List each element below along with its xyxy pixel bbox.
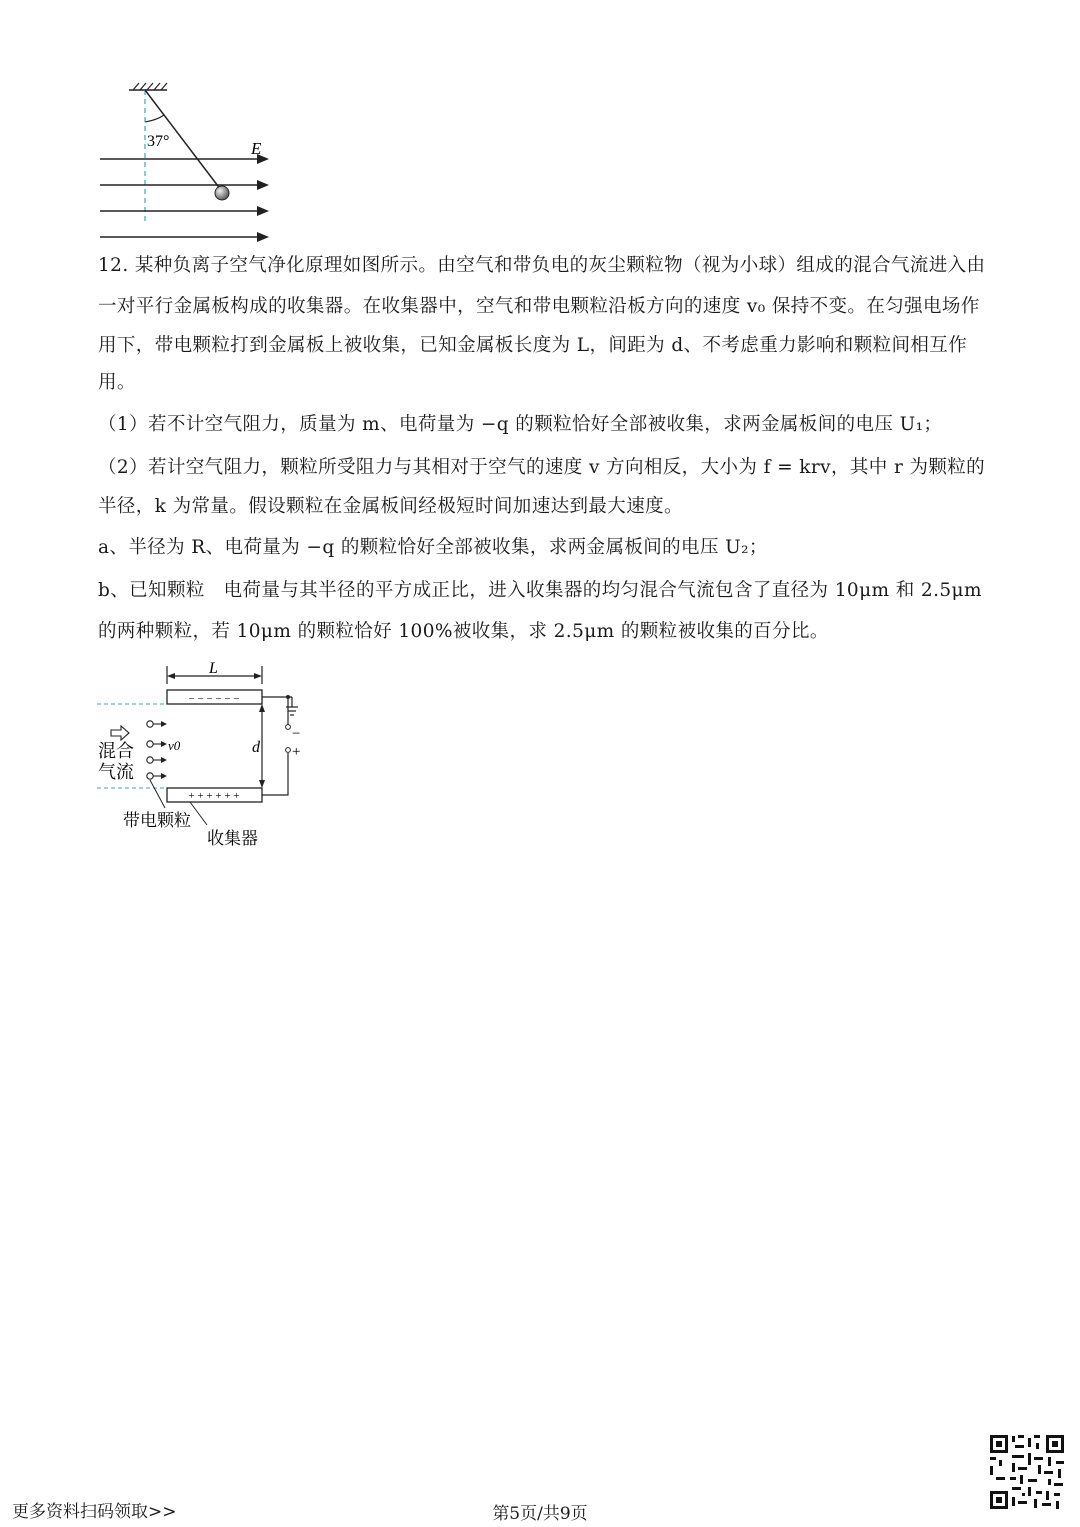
problem-intro-line-4: 用。 (98, 372, 136, 393)
negative-terminal (286, 725, 291, 730)
problem-part-2-line-2: 半径，k 为常量。假设颗粒在金属板间经极短时间加速达到最大速度。 (98, 496, 683, 517)
flow-arrow-icon (111, 726, 129, 740)
page-number: 第5页/共9页 (492, 1504, 588, 1524)
top-plate-signs: − − − − − − (188, 693, 240, 705)
flow-label-line-2: 气流 (98, 762, 134, 782)
pendulum-figure (95, 82, 280, 247)
angle-arc (145, 115, 164, 122)
ceiling-hatch (133, 83, 167, 90)
collector-figure (95, 660, 320, 855)
charged-ball (215, 186, 229, 200)
negative-terminal-sign: − (292, 726, 301, 742)
charged-particles (147, 721, 163, 779)
problem-part-2-line-1: （2）若计空气阻力，颗粒所受阻力与其相对于空气的速度 v 方向相反，大小为 f = krv，其中 r 为颗粒的 (98, 457, 986, 478)
problem-part-a: a、半径为 R、电荷量为 −q 的颗粒恰好全部被收集，求两金属板间的电压 U₂； (98, 537, 768, 558)
problem-intro-line-2: 一对平行金属板构成的收集器。在收集器中，空气和带电颗粒沿板方向的速度 v₀ 保持不变。在匀强电场作 (98, 296, 980, 317)
problem-intro-line-3: 用下，带电颗粒打到金属板上被收集，已知金属板长度为 L，间距为 d、不考虑重力影响和颗粒间相互作 (98, 335, 968, 356)
field-lines (100, 159, 263, 237)
angle-label: 37° (147, 133, 170, 150)
problem-intro-line-1: 12. 某种负离子空气净化原理如图所示。由空气和带负电的灰尘颗粒物（视为小球）组成的混合气流进入由 (98, 255, 986, 276)
collector-leader-line (190, 802, 207, 825)
positive-terminal-sign: + (292, 744, 301, 760)
length-label: L (209, 660, 218, 677)
footer-promo-link[interactable]: 更多资料扫码领取>> (12, 1502, 177, 1522)
problem-part-1: （1）若不计空气阻力，质量为 m、电荷量为 −q 的颗粒恰好全部被收集，求两金属板间的电压 U₁； (98, 414, 943, 435)
velocity-label: v0 (168, 738, 181, 753)
particle-leader-line (150, 780, 165, 808)
particle-label: 带电颗粒 (123, 811, 191, 830)
field-arrowheads (257, 154, 269, 242)
field-label: E (251, 139, 262, 158)
flow-label-line-1: 混合 (98, 741, 134, 761)
positive-terminal (286, 748, 291, 753)
problem-part-b-line-1: b、已知颗粒 电荷量与其半径的平方成正比，进入收集器的均匀混合气流包含了直径为 10μm 和 2.5μm (98, 580, 982, 601)
problem-part-b-line-2: 的两种颗粒，若 10μm 的颗粒恰好 100%被收集，求 2.5μm 的颗粒被收集的百分比。 (98, 621, 829, 642)
bottom-plate-signs: + + + + + + (188, 790, 240, 802)
gap-label: d (252, 739, 260, 756)
collector-label: 收集器 (207, 829, 258, 848)
